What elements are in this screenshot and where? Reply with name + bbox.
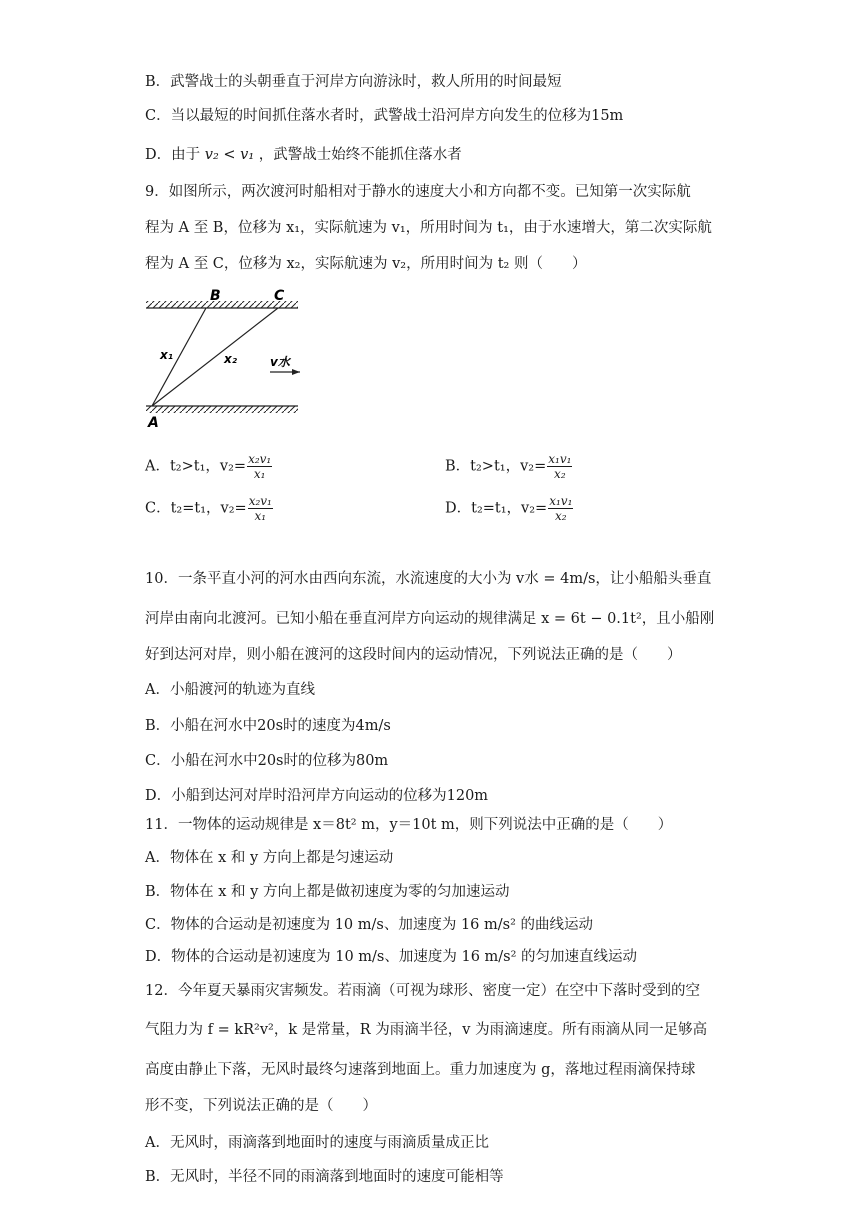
q9-option-a-fraction <box>247 452 272 481</box>
south-bank-hatch <box>146 406 298 413</box>
q10-option-a: A．小船渡河的轨迹为直线 <box>145 682 315 698</box>
q11-stem: 11．一物体的运动规律是 x＝8t² m，y＝10t m，则下列说法中正确的是（ ） <box>145 817 673 833</box>
label-c: C <box>274 288 285 304</box>
q12-stem-line3: 高度由静止下落，无风时最终匀速落到地面上。重力加速度为 g，落地过程雨滴保持球 <box>145 1062 696 1078</box>
fraction-denominator: x₂ <box>554 467 566 481</box>
q10-option-b: B．小船在河水中20s时的速度为4m/s <box>145 718 391 734</box>
q10-option-c: C．小船在河水中20s时的位移为80m <box>145 753 389 769</box>
q9-option-c <box>145 494 273 523</box>
fraction-denominator: x₂ <box>555 509 567 523</box>
label-b: B <box>210 288 221 304</box>
q9-option-b <box>445 452 572 481</box>
q10-stem-line3: 好到达河对岸，则小船在渡河的这段时间内的运动情况，下列说法正确的是（ ） <box>145 647 682 663</box>
fraction-numerator: x₂v₁ <box>248 452 272 466</box>
label-x2: x₂ <box>224 352 237 366</box>
fraction-denominator: x₁ <box>254 509 267 523</box>
river-crossing-figure <box>140 285 310 435</box>
q12-stem-line2: 气阻力为 f = kR²v²，k 是常量，R 为雨滴半径，v 为雨滴速度。所有雨滴从同一足够高 <box>145 1022 708 1038</box>
q10-stem-line2: 河岸由南向北渡河。已知小船在垂直河岸方向运动的规律满足 x = 6t − 0.1t²，且小船刚 <box>145 611 715 627</box>
q9-stem-line1: 9．如图所示，两次渡河时船相对于静水的速度大小和方向都不变。已知第一次实际航 <box>145 184 691 200</box>
q12-stem-line4: 形不变，下列说法正确的是（ ） <box>145 1098 377 1114</box>
q11-option-c: C．物体的合运动是初速度为 10 m/s、加速度为 16 m/s² 的曲线运动 <box>145 917 594 933</box>
q11-option-b: B．物体在 x 和 y 方向上都是做初速度为零的匀加速运动 <box>145 884 510 900</box>
q8-option-d-condition: v₂ < v₁ <box>204 147 255 163</box>
fraction-denominator: x₁ <box>253 467 266 481</box>
q9-option-d-text: D．t₂=t₁，v₂= <box>445 500 548 517</box>
label-v-water: v水 <box>270 355 290 369</box>
q9-option-a-text: A．t₂>t₁，v₂= <box>145 458 247 475</box>
q9-option-c-fraction <box>248 494 273 523</box>
q9-option-b-text: B．t₂>t₁，v₂= <box>445 458 547 475</box>
q9-option-d-fraction <box>548 494 573 523</box>
q12-option-a: A．无风时，雨滴落到地面时的速度与雨滴质量成正比 <box>145 1135 489 1151</box>
q11-option-d: D．物体的合运动是初速度为 10 m/s、加速度为 16 m/s² 的匀加速直线运动 <box>145 949 638 965</box>
fraction-numerator: x₁v₁ <box>548 452 572 466</box>
q10-stem-line1: 10．一条平直小河的河水由西向东流，水流速度的大小为 v水 = 4m/s，让小船船头垂直 <box>145 571 712 587</box>
q9-option-d <box>445 494 573 523</box>
label-a: A <box>148 415 159 431</box>
q10-option-d: D．小船到达河对岸时沿河岸方向运动的位移为120m <box>145 788 489 804</box>
q9-stem-line2: 程为 A 至 B，位移为 x₁，实际航速为 v₁，所用时间为 t₁，由于水速增大，第二次实际航 <box>145 220 712 236</box>
label-x1: x₁ <box>160 348 173 362</box>
q8-option-d <box>145 145 462 165</box>
q8-option-c: C．当以最短的时间抓住落水者时，武警战士沿河岸方向发生的位移为15m <box>145 108 624 124</box>
q12-option-b: B．无风时，半径不同的雨滴落到地面时的速度可能相等 <box>145 1169 504 1185</box>
q9-option-c-text: C．t₂=t₁，v₂= <box>145 500 247 517</box>
q9-option-a <box>145 452 272 481</box>
q9-option-b-fraction <box>547 452 572 481</box>
fraction-numerator: x₂v₁ <box>248 494 272 508</box>
q11-option-a: A．物体在 x 和 y 方向上都是匀速运动 <box>145 850 394 866</box>
fraction-numerator: x₁v₁ <box>549 494 573 508</box>
q8-option-b: B．武警战士的头朝垂直于河岸方向游泳时，救人所用的时间最短 <box>145 74 562 90</box>
arrow-head-icon <box>292 369 300 375</box>
q12-stem-line1: 12．今年夏天暴雨灾害频发。若雨滴（可视为球形、密度一定）在空中下落时受到的空 <box>145 983 700 999</box>
q9-stem-line3: 程为 A 至 C，位移为 x₂，实际航速为 v₂，所用时间为 t₂ 则（ ） <box>145 256 587 272</box>
q8-option-d-prefix: D．由于 <box>145 147 201 163</box>
q8-option-d-suffix: ，武警战士始终不能抓住落水者 <box>258 147 462 163</box>
